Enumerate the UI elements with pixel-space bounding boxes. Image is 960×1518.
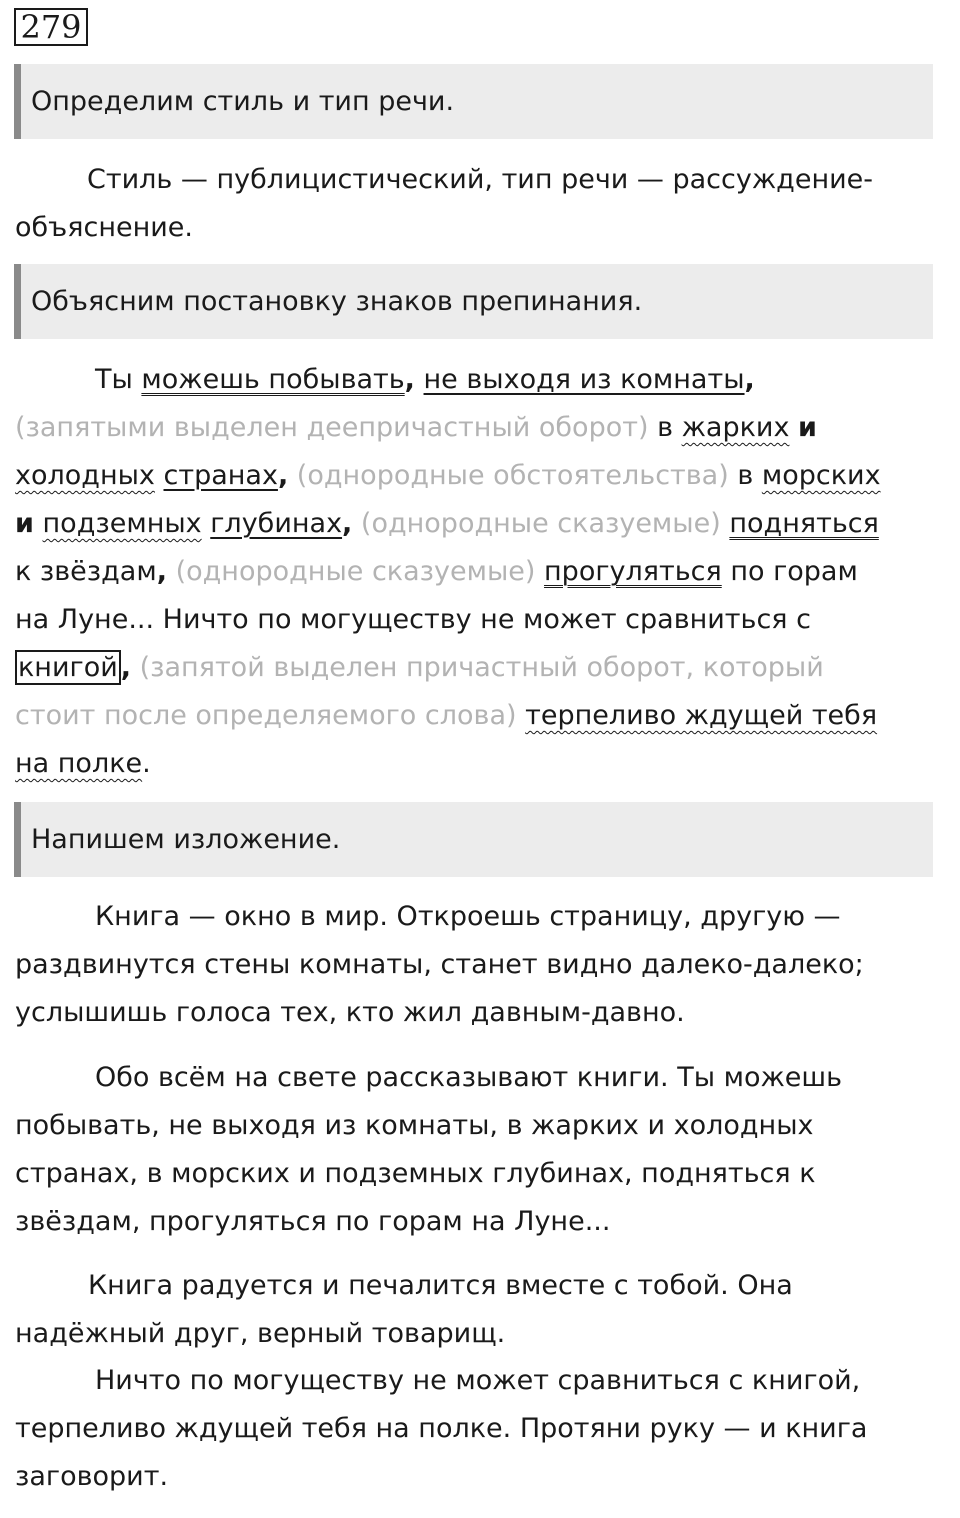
adverbial: глубинах — [210, 508, 343, 539]
exercise-number: 279 — [14, 8, 88, 46]
comma: , — [342, 508, 353, 539]
text-line: заговорит. — [15, 1461, 169, 1492]
space — [155, 460, 164, 491]
comma: , — [156, 556, 167, 587]
comma: , — [120, 652, 132, 683]
comment: (однородные сказуемые) — [360, 508, 721, 539]
analysis-line — [15, 692, 933, 740]
analysis-line — [15, 404, 933, 452]
conjunction: и — [798, 412, 817, 443]
attribute: холодных — [15, 460, 155, 491]
text-line: побывать, не выходя из комнаты, в жарких и холодных — [15, 1110, 814, 1141]
defined-word: книгой — [15, 650, 121, 685]
text: к звёздам — [15, 556, 157, 587]
section-heading-punctuation: Объясним постановку знаков препинания. — [14, 264, 933, 339]
text-line: Книга радуется и печалится вместе с тобой. Она — [88, 1270, 793, 1301]
predicate: подняться — [729, 508, 879, 539]
analysis-line — [15, 356, 933, 404]
text-line: объяснение. — [15, 212, 193, 243]
space — [789, 412, 798, 443]
comment: (однородные сказуемые) — [175, 556, 536, 587]
analysis-line — [15, 644, 933, 692]
text: по горам — [721, 556, 858, 587]
punctuation-analysis — [15, 356, 933, 788]
summary-paragraph — [15, 893, 933, 1037]
space — [202, 508, 211, 539]
comment: (запятыми выделен деепричастный оборот) — [15, 412, 649, 443]
space — [131, 652, 140, 683]
attribute: морских — [761, 460, 881, 491]
text-line: Обо всём на свете рассказывают книги. Ты можешь — [95, 1062, 843, 1093]
predicate: можешь побывать — [141, 364, 405, 395]
comment: (запятой выделен причастный оборот, который — [139, 652, 824, 683]
text-line: Стиль — публицистический, тип речи — рассуждение- — [87, 164, 874, 195]
space — [517, 700, 526, 731]
space — [34, 508, 43, 539]
space — [415, 364, 424, 395]
attribute: подземных — [42, 508, 202, 539]
adverbial: странах — [163, 460, 278, 491]
summary-paragraph — [15, 1262, 933, 1358]
attribute: жарких — [681, 412, 790, 443]
text: в — [648, 412, 682, 443]
section-heading-summary: Напишем изложение. — [14, 802, 933, 877]
text-line: Книга — окно в мир. Откроешь страницу, другую — — [95, 901, 841, 932]
style-answer — [15, 156, 933, 252]
comma: , — [744, 364, 755, 395]
text-line: Ничто по могуществу не может сравниться с книгой, — [95, 1365, 861, 1396]
comma: , — [404, 364, 415, 395]
space — [352, 508, 361, 539]
analysis-line — [15, 500, 933, 548]
comma: , — [277, 460, 289, 491]
space — [288, 460, 297, 491]
text: Ты — [95, 364, 142, 395]
text-line: раздвинутся стены комнаты, станет видно далеко-далеко; — [15, 949, 864, 980]
space — [535, 556, 544, 587]
space — [167, 556, 176, 587]
text-line: странах, в морских и подземных глубинах, подняться к — [15, 1158, 816, 1189]
participial-phrase: на полке — [15, 748, 143, 779]
section-heading-style: Определим стиль и тип речи. — [14, 64, 933, 139]
predicate: прогуляться — [544, 556, 722, 587]
summary-paragraph — [15, 1054, 933, 1246]
analysis-line — [15, 596, 933, 644]
text: на Луне... Ничто по могуществу не может сравниться с — [15, 604, 811, 635]
period: . — [142, 748, 151, 779]
summary-paragraph — [15, 1357, 933, 1501]
text-line: надёжный друг, верный товарищ. — [15, 1318, 506, 1349]
comment: (однородные обстоятельства) — [296, 460, 729, 491]
analysis-line — [15, 548, 933, 596]
text-line: услышишь голоса тех, кто жил давным-давно. — [15, 997, 685, 1028]
text-line: звёздам, прогуляться по горам на Луне... — [15, 1206, 611, 1237]
adverbial-phrase: не выходя из комнаты — [423, 364, 745, 395]
analysis-line — [15, 452, 933, 500]
text-line: терпеливо ждущей тебя на полке. Протяни руку — и книга — [15, 1413, 868, 1444]
conjunction: и — [15, 508, 34, 539]
participial-phrase: терпеливо ждущей тебя — [525, 700, 878, 731]
analysis-line — [15, 740, 933, 788]
text: в — [728, 460, 762, 491]
comment: стоит после определяемого слова) — [15, 700, 517, 731]
